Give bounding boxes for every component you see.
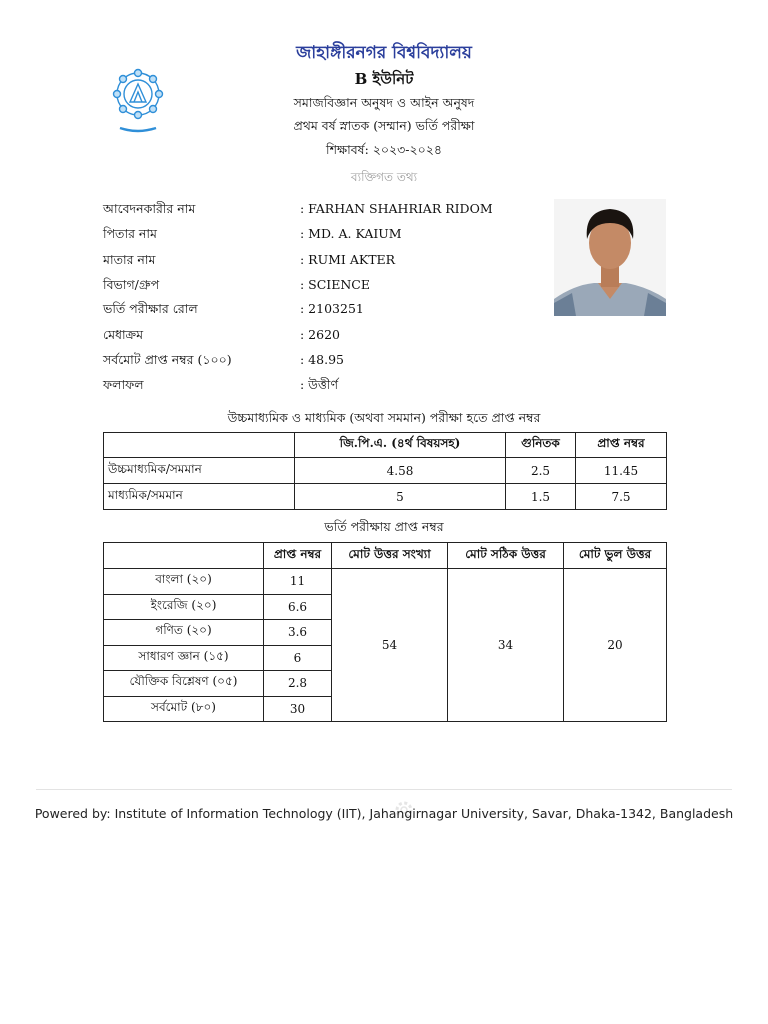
subject-cell: ইংরেজি (২০) bbox=[104, 594, 264, 620]
subject-marks-cell: 6.6 bbox=[264, 594, 332, 620]
table-row bbox=[104, 569, 667, 595]
applicant-photo bbox=[554, 199, 666, 316]
table-header-cell: প্রাপ্ত নম্বর bbox=[264, 543, 332, 569]
footer-divider bbox=[36, 789, 732, 790]
table-row bbox=[104, 458, 667, 484]
multiplier-cell: 1.5 bbox=[506, 484, 576, 510]
personal-info-heading: ব্যক্তিগত তথ্য bbox=[350, 170, 418, 184]
unit-title: B ইউনিট bbox=[354, 70, 414, 88]
mother-name-label: মাতার নাম bbox=[103, 252, 156, 267]
table-header-cell: প্রাপ্ত নম্বর bbox=[576, 433, 667, 458]
roll-label: ভর্তি পরীক্ষার রোল bbox=[103, 301, 198, 316]
result-value: : উত্তীর্ণ bbox=[300, 377, 338, 392]
table-header-cell bbox=[104, 433, 295, 458]
table-header-cell: মোট ভুল উত্তর bbox=[564, 543, 667, 569]
table-header-cell: মোট সঠিক উত্তর bbox=[448, 543, 564, 569]
subject-marks-cell: 2.8 bbox=[264, 671, 332, 697]
exam-name-cell: উচ্চমাধ্যমিক/সমমান bbox=[104, 458, 295, 484]
faculty-name: সমাজবিজ্ঞান অনুষদ ও আইন অনুষদ bbox=[293, 95, 475, 110]
table-header-cell: মোট উত্তর সংখ্যা bbox=[332, 543, 448, 569]
footer-credit: Powered by: Institute of Information Technology (IIT), Jahangirnagar University, Savar, Dhaka-1342, Bangladesh bbox=[34, 806, 734, 821]
subject-cell: যৌক্তিক বিশ্লেষণ (০৫) bbox=[104, 671, 264, 697]
roll-value: : 2103251 bbox=[300, 301, 364, 316]
mother-name-value: : RUMI AKTER bbox=[300, 252, 396, 267]
subject-cell: গণিত (২০) bbox=[104, 620, 264, 646]
subject-cell: সর্বমোট (৮০) bbox=[104, 696, 264, 722]
gpa-cell: 5 bbox=[295, 484, 506, 510]
university-name: জাহাঙ্গীরনগর বিশ্ববিদ্যালয় bbox=[296, 43, 472, 63]
father-name-value: : MD. A. KAIUM bbox=[300, 226, 402, 241]
program-name: প্রথম বর্ষ স্নাতক (সম্মান) ভর্তি পরীক্ষা bbox=[293, 118, 475, 133]
merit-position-value: : 2620 bbox=[300, 327, 340, 342]
gpa-cell: 4.58 bbox=[295, 458, 506, 484]
subject-cell: সাধারণ জ্ঞান (১৫) bbox=[104, 645, 264, 671]
total-answered-cell: 54 bbox=[332, 569, 448, 722]
group-label: বিভাগ/গ্রুপ bbox=[103, 277, 160, 292]
previous-exam-table bbox=[103, 432, 667, 510]
table-row bbox=[104, 484, 667, 510]
previous-exam-caption: উচ্চমাধ্যমিক ও মাধ্যমিক (অথবা সমমান) পরীক্ষা হতে প্রাপ্ত নম্বর bbox=[227, 410, 541, 425]
subject-cell: বাংলা (২০) bbox=[104, 569, 264, 595]
total-marks-label: সর্বমোট প্রাপ্ত নম্বর (১০০) bbox=[103, 352, 232, 367]
multiplier-cell: 2.5 bbox=[506, 458, 576, 484]
marks-cell: 7.5 bbox=[576, 484, 667, 510]
result-label: ফলাফল bbox=[103, 377, 144, 392]
academic-session: শিক্ষাবর্ষ: ২০২৩-২০২৪ bbox=[326, 142, 442, 157]
table-header-cell: জি.পি.এ. (৪র্থ বিষয়সহ) bbox=[295, 433, 506, 458]
table-header-cell bbox=[104, 543, 264, 569]
subject-marks-cell: 30 bbox=[264, 696, 332, 722]
total-correct-cell: 34 bbox=[448, 569, 564, 722]
table-header-row bbox=[104, 543, 667, 569]
father-name-label: পিতার নাম bbox=[103, 226, 157, 241]
total-marks-value: : 48.95 bbox=[300, 352, 344, 367]
table-header-row bbox=[104, 433, 667, 458]
applicant-name-label: আবেদনকারীর নাম bbox=[103, 201, 196, 216]
subject-marks-cell: 11 bbox=[264, 569, 332, 595]
marks-cell: 11.45 bbox=[576, 458, 667, 484]
total-wrong-cell: 20 bbox=[564, 569, 667, 722]
exam-name-cell: মাধ্যমিক/সমমান bbox=[104, 484, 295, 510]
admission-test-caption: ভর্তি পরীক্ষায় প্রাপ্ত নম্বর bbox=[324, 519, 444, 534]
group-value: : SCIENCE bbox=[300, 277, 371, 292]
subject-marks-cell: 3.6 bbox=[264, 620, 332, 646]
subject-marks-cell: 6 bbox=[264, 645, 332, 671]
merit-position-label: মেধাক্রম bbox=[103, 327, 144, 342]
table-header-cell: গুনিতক bbox=[506, 433, 576, 458]
applicant-name-value: : FARHAN SHAHRIAR RIDOM bbox=[300, 201, 493, 216]
admission-test-table bbox=[103, 542, 667, 722]
